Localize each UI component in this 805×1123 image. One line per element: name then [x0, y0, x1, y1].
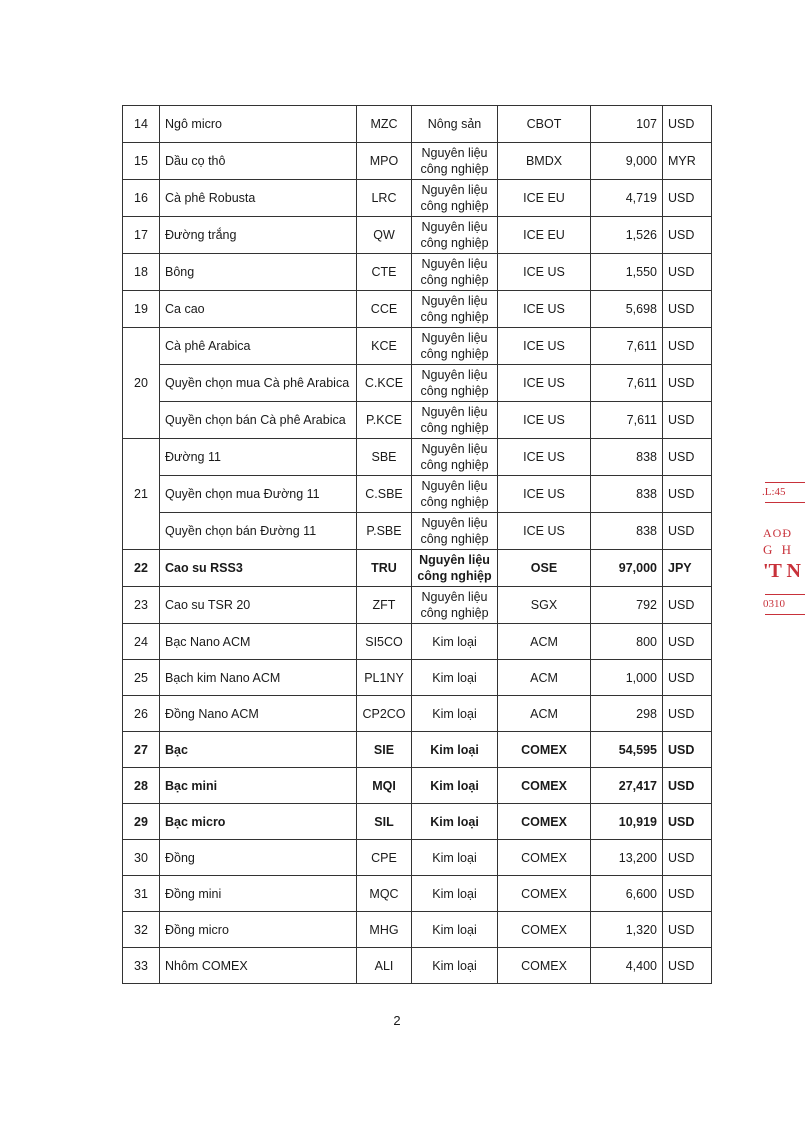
commodity-code-cell: ALI — [357, 948, 412, 984]
currency-cell: USD — [663, 106, 712, 143]
row-number-cell: 19 — [123, 291, 160, 328]
commodity-code-cell: MPO — [357, 143, 412, 180]
commodity-code-cell: SBE — [357, 439, 412, 476]
commodity-group-line: Nguyên liệu — [421, 220, 488, 234]
exchange-cell: COMEX — [498, 876, 591, 912]
value-cell: 4,719 — [591, 180, 663, 217]
commodity-name-cell: Quyền chọn mua Cà phê Arabica — [160, 365, 357, 402]
commodity-code-cell: PL1NY — [357, 660, 412, 696]
table-row — [123, 106, 712, 143]
commodity-group-cell — [412, 912, 498, 948]
commodity-group-line: Kim loại — [432, 634, 477, 649]
value-cell: 9,000 — [591, 143, 663, 180]
exchange-cell: BMDX — [498, 143, 591, 180]
table-row — [123, 217, 712, 254]
commodity-code-cell: LRC — [357, 180, 412, 217]
value-cell: 792 — [591, 587, 663, 624]
table-row — [123, 143, 712, 180]
commodity-group-line: công nghiệp — [420, 273, 489, 287]
commodity-group-cell — [412, 587, 498, 624]
currency-cell: USD — [663, 365, 712, 402]
page-number: 2 — [393, 1013, 401, 1028]
exchange-cell: OSE — [498, 550, 591, 587]
commodity-code-cell: CCE — [357, 291, 412, 328]
commodity-name-cell: Đồng — [160, 840, 357, 876]
row-number-cell: 14 — [123, 106, 160, 143]
commodity-group-cell — [412, 291, 498, 328]
table-row — [123, 254, 712, 291]
stamp-line — [765, 594, 805, 595]
table-row — [123, 180, 712, 217]
commodity-group-cell — [412, 402, 498, 439]
value-cell: 107 — [591, 106, 663, 143]
commodity-name-cell: Đồng micro — [160, 912, 357, 948]
exchange-cell: ICE US — [498, 439, 591, 476]
row-number-cell: 16 — [123, 180, 160, 217]
commodity-code-cell: C.KCE — [357, 365, 412, 402]
value-cell: 838 — [591, 476, 663, 513]
stamp-text: 0310 — [763, 598, 785, 610]
red-stamp-partial — [757, 468, 801, 628]
commodity-group-cell — [412, 732, 498, 768]
table-row — [123, 328, 712, 365]
commodity-name-cell: Quyền chọn mua Đường 11 — [160, 476, 357, 513]
table-row — [123, 550, 712, 587]
commodity-group-cell — [412, 550, 498, 587]
commodity-group-line: Kim loại — [432, 922, 477, 937]
commodity-table — [122, 105, 712, 984]
row-number-cell: 24 — [123, 624, 160, 660]
commodity-group-line: Kim loại — [430, 814, 479, 829]
commodity-code-cell: CPE — [357, 840, 412, 876]
commodity-group-line: Nguyên liệu — [421, 146, 488, 160]
commodity-group-line: Nguyên liệu — [421, 516, 488, 530]
value-cell: 1,526 — [591, 217, 663, 254]
commodity-group-cell — [412, 180, 498, 217]
commodity-code-cell: ZFT — [357, 587, 412, 624]
stamp-line — [765, 482, 805, 483]
commodity-group-cell — [412, 143, 498, 180]
commodity-name-cell: Cà phê Robusta — [160, 180, 357, 217]
commodity-code-cell: CP2CO — [357, 696, 412, 732]
row-number-cell: 29 — [123, 804, 160, 840]
value-cell: 6,600 — [591, 876, 663, 912]
table-row — [123, 291, 712, 328]
commodity-group-cell — [412, 365, 498, 402]
commodity-group-line: công nghiệp — [417, 569, 492, 583]
value-cell: 838 — [591, 513, 663, 550]
table-row — [123, 365, 712, 402]
commodity-group-line: công nghiệp — [420, 458, 489, 472]
exchange-cell: ICE US — [498, 476, 591, 513]
commodity-group-cell — [412, 476, 498, 513]
value-cell: 27,417 — [591, 768, 663, 804]
commodity-name-cell: Cao su TSR 20 — [160, 587, 357, 624]
value-cell: 4,400 — [591, 948, 663, 984]
currency-cell: USD — [663, 876, 712, 912]
commodity-group-cell — [412, 217, 498, 254]
commodity-code-cell: KCE — [357, 328, 412, 365]
commodity-code-cell: CTE — [357, 254, 412, 291]
commodity-group-line: công nghiệp — [420, 199, 489, 213]
exchange-cell: ACM — [498, 696, 591, 732]
value-cell: 54,595 — [591, 732, 663, 768]
row-number-cell: 31 — [123, 876, 160, 912]
commodity-code-cell: MHG — [357, 912, 412, 948]
exchange-cell: ICE US — [498, 402, 591, 439]
exchange-cell: COMEX — [498, 804, 591, 840]
row-number-cell: 22 — [123, 550, 160, 587]
commodity-group-cell — [412, 439, 498, 476]
value-cell: 1,550 — [591, 254, 663, 291]
commodity-name-cell: Cao su RSS3 — [160, 550, 357, 587]
exchange-cell: ICE US — [498, 254, 591, 291]
commodity-name-cell: Bạch kim Nano ACM — [160, 660, 357, 696]
row-number-cell: 25 — [123, 660, 160, 696]
currency-cell: USD — [663, 804, 712, 840]
exchange-cell: ICE EU — [498, 180, 591, 217]
commodity-name-cell: Dầu cọ thô — [160, 143, 357, 180]
stamp-line — [765, 502, 805, 503]
commodity-group-cell — [412, 876, 498, 912]
commodity-name-cell: Đồng Nano ACM — [160, 696, 357, 732]
commodity-group-cell — [412, 660, 498, 696]
commodity-group-cell — [412, 513, 498, 550]
commodity-group-cell — [412, 328, 498, 365]
commodity-name-cell: Đường 11 — [160, 439, 357, 476]
table-row — [123, 513, 712, 550]
commodity-code-cell: P.KCE — [357, 402, 412, 439]
currency-cell: JPY — [663, 550, 712, 587]
commodity-table-body — [123, 106, 712, 984]
exchange-cell: ACM — [498, 624, 591, 660]
row-number-cell: 21 — [123, 439, 160, 550]
row-number-cell: 26 — [123, 696, 160, 732]
value-cell: 5,698 — [591, 291, 663, 328]
commodity-group-line: Nguyên liệu — [421, 442, 488, 456]
stamp-text: 'T N — [763, 560, 801, 582]
exchange-cell: ICE EU — [498, 217, 591, 254]
commodity-group-line: Kim loại — [432, 670, 477, 685]
value-cell: 1,000 — [591, 660, 663, 696]
row-number-cell: 17 — [123, 217, 160, 254]
currency-cell: USD — [663, 254, 712, 291]
table-row — [123, 948, 712, 984]
row-number-cell: 28 — [123, 768, 160, 804]
exchange-cell: ICE US — [498, 513, 591, 550]
currency-cell: USD — [663, 660, 712, 696]
table-row — [123, 696, 712, 732]
value-cell: 7,611 — [591, 402, 663, 439]
currency-cell: USD — [663, 624, 712, 660]
commodity-name-cell: Cà phê Arabica — [160, 328, 357, 365]
exchange-cell: CBOT — [498, 106, 591, 143]
commodity-code-cell: SI5CO — [357, 624, 412, 660]
exchange-cell: COMEX — [498, 840, 591, 876]
commodity-group-line: Nguyên liệu — [421, 479, 488, 493]
commodity-group-cell — [412, 696, 498, 732]
value-cell: 1,320 — [591, 912, 663, 948]
row-number-cell: 18 — [123, 254, 160, 291]
table-row — [123, 912, 712, 948]
commodity-group-line: công nghiệp — [420, 532, 489, 546]
exchange-cell: COMEX — [498, 948, 591, 984]
currency-cell: USD — [663, 587, 712, 624]
commodity-group-line: Nguyên liệu — [421, 590, 488, 604]
row-number-cell: 33 — [123, 948, 160, 984]
commodity-name-cell: Ca cao — [160, 291, 357, 328]
table-row — [123, 476, 712, 513]
commodity-name-cell: Đồng mini — [160, 876, 357, 912]
exchange-cell: ICE US — [498, 291, 591, 328]
commodity-group-line: công nghiệp — [420, 162, 489, 176]
value-cell: 13,200 — [591, 840, 663, 876]
value-cell: 7,611 — [591, 328, 663, 365]
commodity-group-cell — [412, 254, 498, 291]
value-cell: 298 — [591, 696, 663, 732]
exchange-cell: COMEX — [498, 732, 591, 768]
commodity-group-cell — [412, 840, 498, 876]
commodity-group-cell — [412, 948, 498, 984]
currency-cell: MYR — [663, 143, 712, 180]
row-number-cell: 32 — [123, 912, 160, 948]
exchange-cell: ICE US — [498, 328, 591, 365]
commodity-code-cell: MQC — [357, 876, 412, 912]
table-row — [123, 587, 712, 624]
commodity-code-cell: SIE — [357, 732, 412, 768]
currency-cell: USD — [663, 948, 712, 984]
exchange-cell: ACM — [498, 660, 591, 696]
commodity-group-line: Nguyên liệu — [421, 331, 488, 345]
commodity-group-line: công nghiệp — [420, 421, 489, 435]
table-row — [123, 804, 712, 840]
exchange-cell: ICE US — [498, 365, 591, 402]
table-row — [123, 624, 712, 660]
commodity-name-cell: Đường trắng — [160, 217, 357, 254]
currency-cell: USD — [663, 217, 712, 254]
commodity-code-cell: TRU — [357, 550, 412, 587]
currency-cell: USD — [663, 291, 712, 328]
table-row — [123, 768, 712, 804]
commodity-group-cell — [412, 624, 498, 660]
currency-cell: USD — [663, 328, 712, 365]
table-row — [123, 732, 712, 768]
commodity-code-cell: C.SBE — [357, 476, 412, 513]
currency-cell: USD — [663, 912, 712, 948]
commodity-code-cell: QW — [357, 217, 412, 254]
commodity-code-cell: MQI — [357, 768, 412, 804]
value-cell: 10,919 — [591, 804, 663, 840]
table-row — [123, 660, 712, 696]
row-number-cell: 20 — [123, 328, 160, 439]
commodity-group-line: Nguyên liệu — [421, 368, 488, 382]
currency-cell: USD — [663, 696, 712, 732]
commodity-name-cell: Bạc mini — [160, 768, 357, 804]
commodity-name-cell: Bông — [160, 254, 357, 291]
table-row — [123, 840, 712, 876]
commodity-name-cell: Bạc micro — [160, 804, 357, 840]
commodity-group-line: Kim loại — [430, 778, 479, 793]
commodity-group-line: Nguyên liệu — [421, 294, 488, 308]
commodity-group-line: Nguyên liệu — [421, 405, 488, 419]
table-row — [123, 876, 712, 912]
commodity-name-cell: Quyền chọn bán Đường 11 — [160, 513, 357, 550]
exchange-cell: COMEX — [498, 768, 591, 804]
commodity-group-cell — [412, 804, 498, 840]
commodity-group-line: Kim loại — [430, 742, 479, 757]
commodity-name-cell: Bạc Nano ACM — [160, 624, 357, 660]
commodity-group-cell — [412, 106, 498, 143]
currency-cell: USD — [663, 768, 712, 804]
commodity-group-line: công nghiệp — [420, 236, 489, 250]
commodity-group-line: công nghiệp — [420, 606, 489, 620]
commodity-group-line: công nghiệp — [420, 384, 489, 398]
commodity-group-line: Nguyên liệu — [419, 553, 490, 567]
currency-cell: USD — [663, 840, 712, 876]
commodity-code-cell: SIL — [357, 804, 412, 840]
exchange-cell: SGX — [498, 587, 591, 624]
stamp-line — [765, 614, 805, 615]
currency-cell: USD — [663, 439, 712, 476]
stamp-text: .L:45 — [762, 486, 786, 498]
commodity-name-cell: Bạc — [160, 732, 357, 768]
commodity-group-line: Kim loại — [432, 886, 477, 901]
table-row — [123, 402, 712, 439]
commodity-group-line: Nguyên liệu — [421, 257, 488, 271]
commodity-name-cell: Ngô micro — [160, 106, 357, 143]
currency-cell: USD — [663, 476, 712, 513]
currency-cell: USD — [663, 402, 712, 439]
commodity-group-line: Nguyên liệu — [421, 183, 488, 197]
commodity-group-line: công nghiệp — [420, 495, 489, 509]
commodity-group-line: công nghiệp — [420, 310, 489, 324]
table-row — [123, 439, 712, 476]
commodity-group-line: Kim loại — [432, 850, 477, 865]
stamp-text: AOĐ — [763, 526, 792, 540]
currency-cell: USD — [663, 732, 712, 768]
currency-cell: USD — [663, 513, 712, 550]
exchange-cell: COMEX — [498, 912, 591, 948]
commodity-name-cell: Quyền chọn bán Cà phê Arabica — [160, 402, 357, 439]
value-cell: 800 — [591, 624, 663, 660]
value-cell: 97,000 — [591, 550, 663, 587]
commodity-group-cell — [412, 768, 498, 804]
commodity-group-line: Kim loại — [432, 706, 477, 721]
commodity-group-line: Nông sản — [427, 117, 482, 131]
commodity-name-cell: Nhôm COMEX — [160, 948, 357, 984]
commodity-code-cell: P.SBE — [357, 513, 412, 550]
value-cell: 838 — [591, 439, 663, 476]
commodity-group-line: Kim loại — [432, 958, 477, 973]
value-cell: 7,611 — [591, 365, 663, 402]
row-number-cell: 27 — [123, 732, 160, 768]
currency-cell: USD — [663, 180, 712, 217]
commodity-code-cell: MZC — [357, 106, 412, 143]
stamp-text: G H — [763, 542, 795, 557]
row-number-cell: 23 — [123, 587, 160, 624]
row-number-cell: 30 — [123, 840, 160, 876]
row-number-cell: 15 — [123, 143, 160, 180]
commodity-group-line: công nghiệp — [420, 347, 489, 361]
